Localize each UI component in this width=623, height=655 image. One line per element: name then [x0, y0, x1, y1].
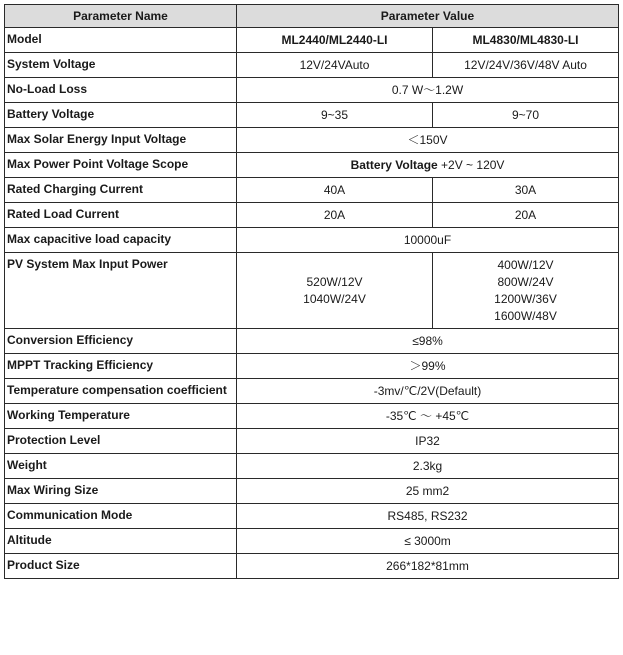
param-name: PV System Max Input Power — [5, 253, 237, 329]
param-name: Protection Level — [5, 429, 237, 454]
header-parameter-name: Parameter Name — [5, 5, 237, 28]
header-parameter-value: Parameter Value — [237, 5, 619, 28]
row-altitude — [5, 529, 619, 554]
parameter-table — [4, 4, 619, 579]
param-name: Rated Load Current — [5, 203, 237, 228]
row-model — [5, 28, 619, 53]
param-value: 40A — [237, 178, 433, 203]
param-value: 2.3kg — [237, 454, 619, 479]
param-name: Working Temperature — [5, 404, 237, 429]
param-name: Altitude — [5, 529, 237, 554]
param-value: ≤98% — [237, 329, 619, 354]
param-value: 266*182*81mm — [237, 554, 619, 579]
param-value: IP32 — [237, 429, 619, 454]
row-no-load-loss — [5, 78, 619, 103]
param-value: 0.7 W～1.2W — [237, 78, 619, 103]
row-communication-mode — [5, 504, 619, 529]
param-name: Weight — [5, 454, 237, 479]
param-value: 10000uF — [237, 228, 619, 253]
row-weight — [5, 454, 619, 479]
row-mppt-tracking-efficiency — [5, 354, 619, 379]
row-product-size — [5, 554, 619, 579]
param-value: 30A — [433, 178, 619, 203]
row-pv-max-input-power — [5, 253, 619, 329]
battery-voltage-label: Battery Voltage — [350, 158, 438, 172]
row-capacitive-load — [5, 228, 619, 253]
param-value — [237, 253, 433, 329]
param-name: Max Power Point Voltage Scope — [5, 153, 237, 178]
row-conversion-efficiency — [5, 329, 619, 354]
param-value — [433, 253, 619, 329]
row-mppt-scope — [5, 153, 619, 178]
param-value: ＜150V — [237, 128, 619, 153]
param-name: Communication Mode — [5, 504, 237, 529]
param-name: Max capacitive load capacity — [5, 228, 237, 253]
param-name: System Voltage — [5, 53, 237, 78]
param-value: 25 mm2 — [237, 479, 619, 504]
param-value: 20A — [433, 203, 619, 228]
row-battery-voltage — [5, 103, 619, 128]
row-max-solar-input — [5, 128, 619, 153]
pv-power-value: 1200W/36V — [494, 291, 557, 306]
row-rated-load-current — [5, 203, 619, 228]
row-max-wiring-size — [5, 479, 619, 504]
param-name: Product Size — [5, 554, 237, 579]
row-rated-charging-current — [5, 178, 619, 203]
param-value: 12V/24VAuto — [237, 53, 433, 78]
param-name: Rated Charging Current — [5, 178, 237, 203]
pv-power-value: 520W/12V — [306, 274, 363, 289]
param-value: 20A — [237, 203, 433, 228]
model-ml2440: ML2440/ML2440-LI — [237, 28, 433, 53]
model-ml4830: ML4830/ML4830-LI — [433, 28, 619, 53]
param-value: -3mv/℃/2V(Default) — [237, 379, 619, 404]
param-name: Model — [5, 28, 237, 53]
param-name: Battery Voltage — [5, 103, 237, 128]
param-name: Temperature compensation coefficient — [5, 379, 237, 404]
param-name: Max Wiring Size — [5, 479, 237, 504]
row-working-temperature — [5, 404, 619, 429]
pv-power-value: 400W/12V — [497, 257, 554, 272]
param-value — [237, 153, 619, 178]
param-name: Max Solar Energy Input Voltage — [5, 128, 237, 153]
voltage-range: +2V ~ 120V — [437, 158, 505, 172]
row-protection-level — [5, 429, 619, 454]
param-value: ＞99% — [237, 354, 619, 379]
param-value: ≤ 3000m — [237, 529, 619, 554]
param-name: Conversion Efficiency — [5, 329, 237, 354]
pv-power-value: 1040W/24V — [303, 291, 366, 306]
pv-power-value: 1600W/48V — [494, 308, 557, 323]
pv-power-value: 800W/24V — [497, 274, 554, 289]
param-name: MPPT Tracking Efficiency — [5, 354, 237, 379]
header-row — [5, 5, 619, 28]
param-value: RS485, RS232 — [237, 504, 619, 529]
param-value: 12V/24V/36V/48V Auto — [433, 53, 619, 78]
row-system-voltage — [5, 53, 619, 78]
row-temperature-compensation — [5, 379, 619, 404]
param-name: No-Load Loss — [5, 78, 237, 103]
param-value: 9~70 — [433, 103, 619, 128]
param-value: -35℃ ～ +45℃ — [237, 404, 619, 429]
param-value: 9~35 — [237, 103, 433, 128]
